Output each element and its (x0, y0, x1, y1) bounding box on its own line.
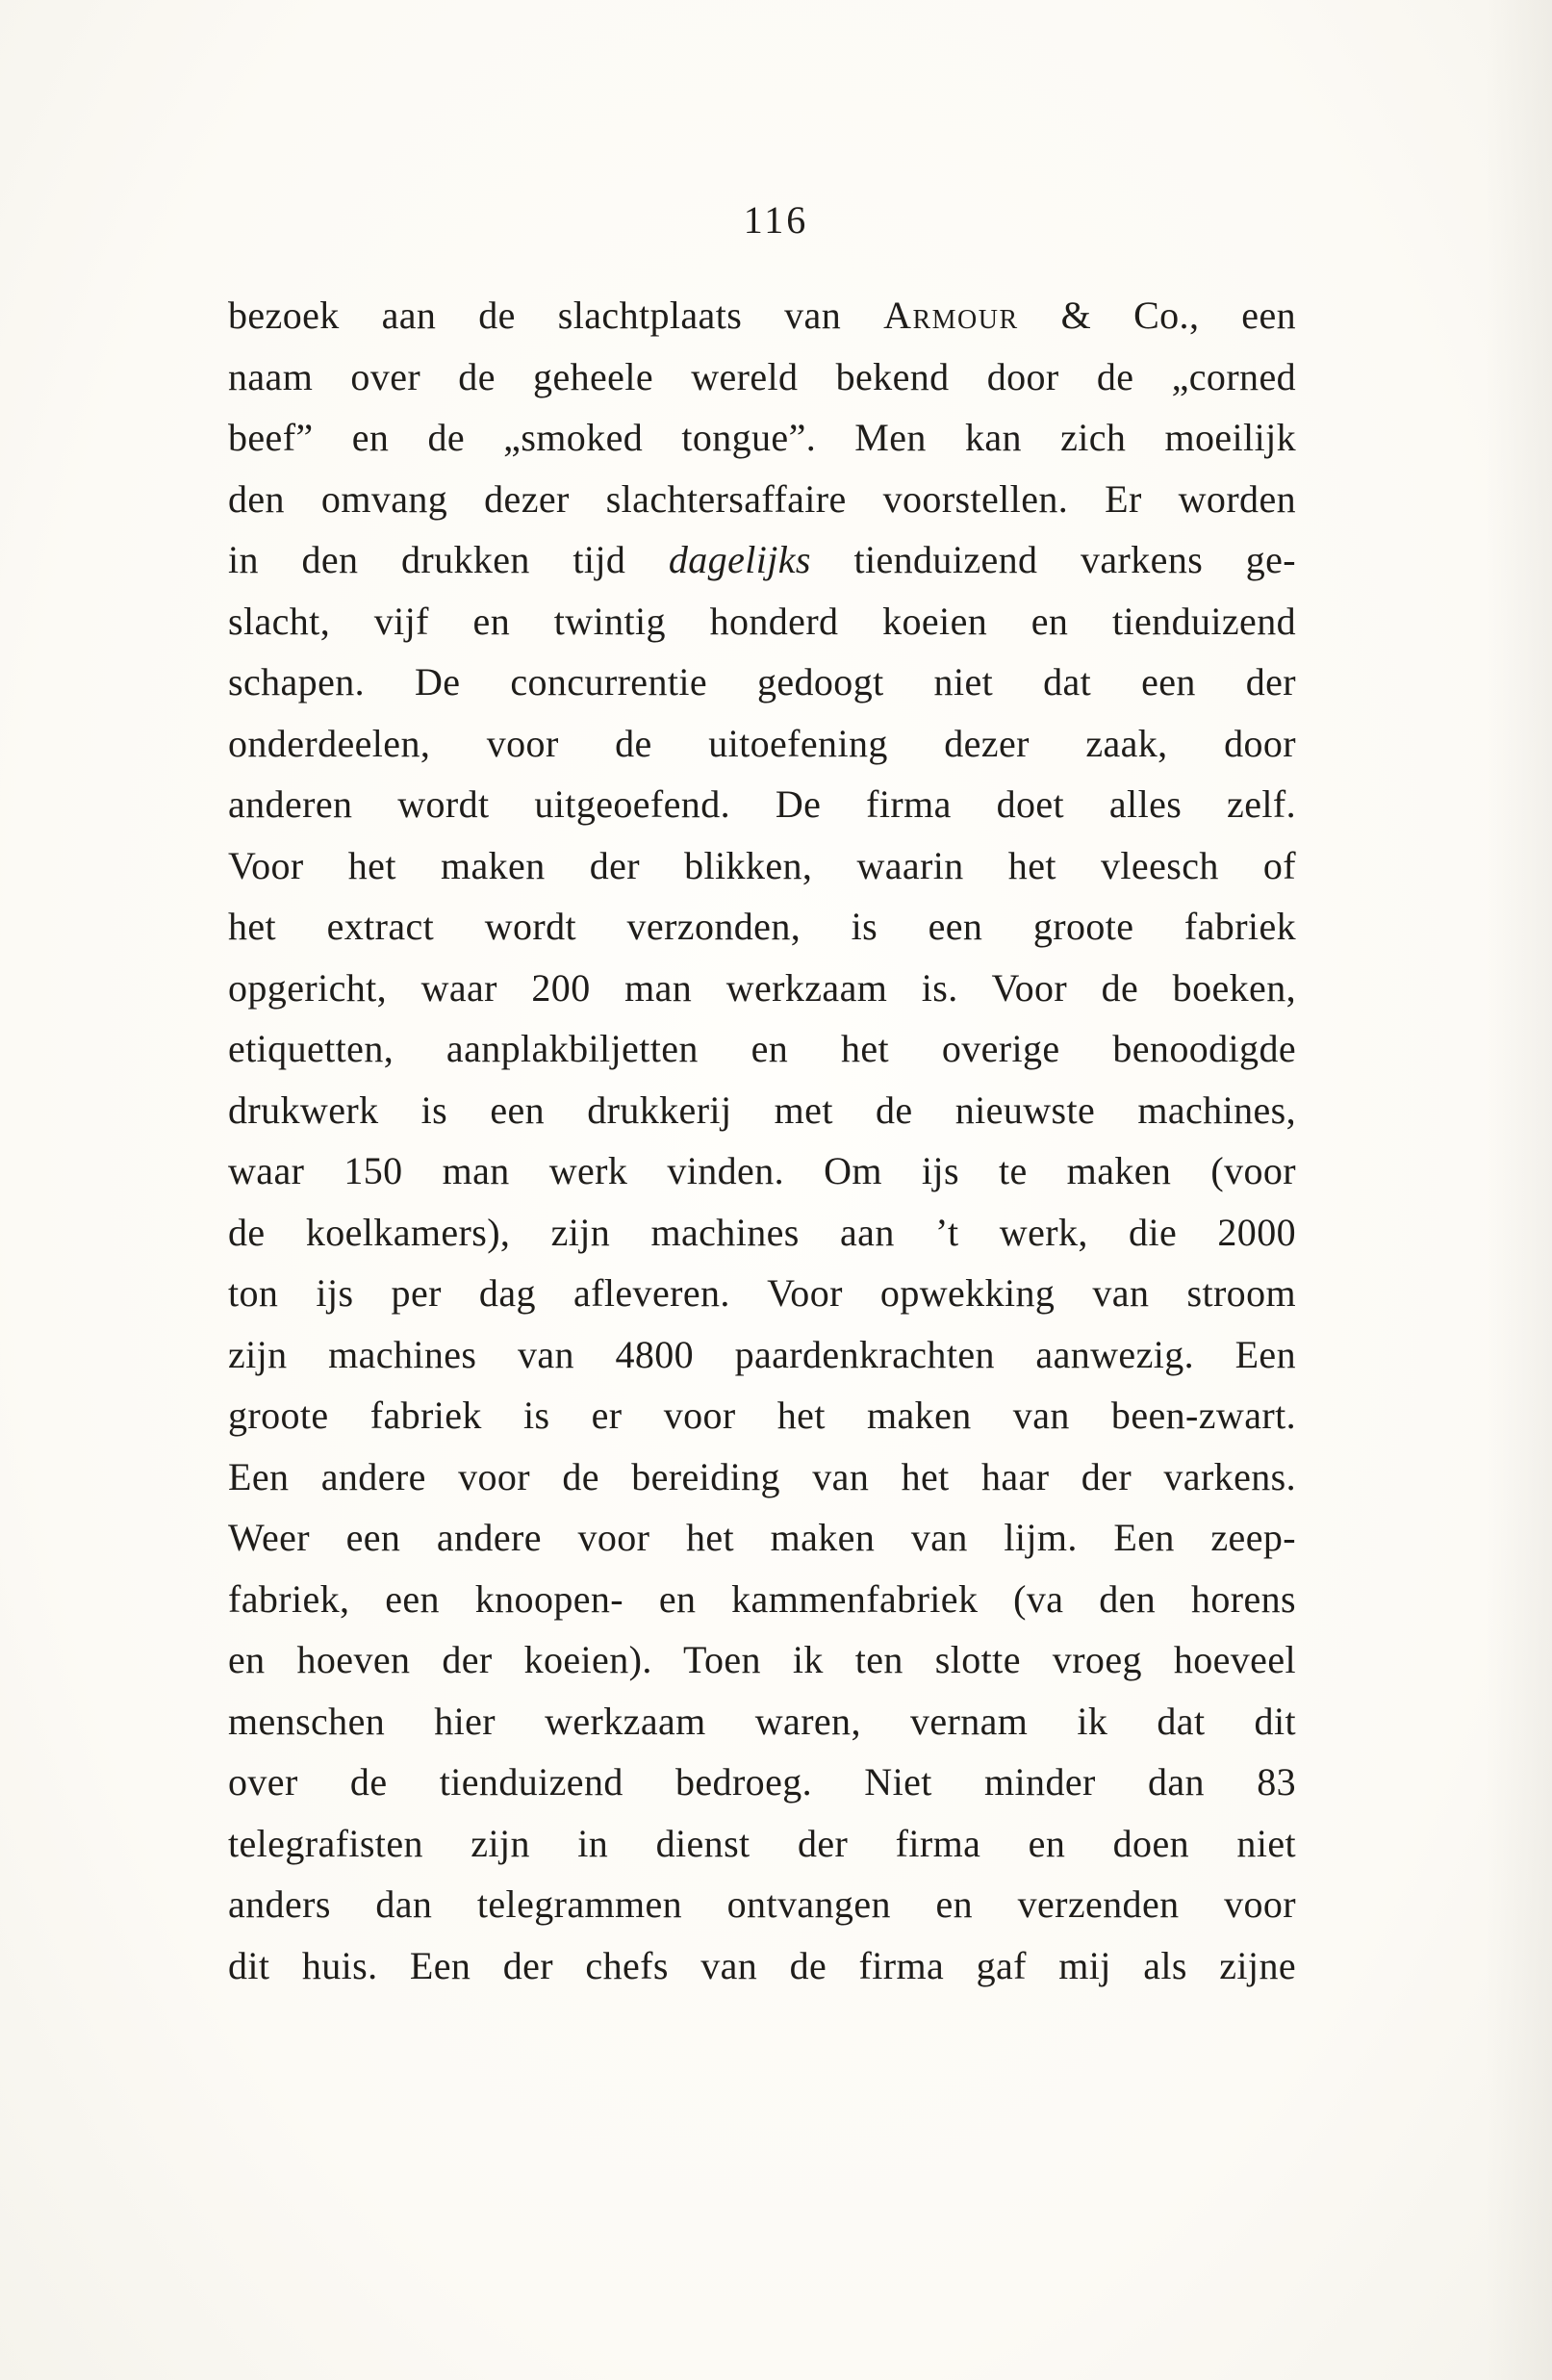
page-gutter-shadow (1485, 0, 1552, 2380)
text-segment: Een andere voor de bereiding van het haar der varkens. (228, 1454, 1296, 1498)
text-line (228, 1935, 1296, 1997)
text-block (228, 285, 1296, 1996)
text-segment: bezoek aan de slachtplaats van (228, 294, 884, 337)
text-line (228, 1752, 1296, 1813)
text-line (228, 1691, 1296, 1753)
text-segment: het extract wordt verzonden, is een groote fabriek (228, 905, 1296, 948)
text-segment: over de tienduizend bedroeg. Niet minder dan 83 (228, 1760, 1296, 1804)
text-line (228, 1507, 1296, 1569)
text-segment: etiquetten, aanplakbiljetten en het overige benoodigde (228, 1027, 1296, 1070)
text-segment: menschen hier werkzaam waren, vernam ik dat dit (228, 1699, 1296, 1743)
text-line (228, 1018, 1296, 1080)
text-line (228, 713, 1296, 775)
text-line (228, 529, 1296, 591)
text-segment: dit huis. Een der chefs van de firma gaf mij als zijne (228, 1943, 1296, 1987)
text-line (228, 1629, 1296, 1691)
text-line (228, 1813, 1296, 1875)
text-segment: drukwerk is een drukkerij met de nieuwste machines, (228, 1088, 1296, 1132)
italic-text: dagelijks (668, 538, 811, 581)
page-number: 116 (743, 198, 809, 242)
text-line (228, 1446, 1296, 1508)
text-segment: schapen. De concurrentie gedoogt niet dat een der (228, 660, 1296, 704)
text-segment: den omvang dezer slachtersaffaire voorstellen. Er worden (228, 476, 1296, 521)
text-segment: fabriek, een knoopen- en kammenfabriek (va den horens (228, 1576, 1296, 1621)
text-segment: telegrafisten zijn in dienst der firma en doen niet (228, 1821, 1296, 1865)
text-segment: anders dan telegrammen ontvangen en verzenden voor (228, 1882, 1296, 1926)
text-segment: beef” en de „smoked tongue”. Men kan zich moeilijk (228, 416, 1296, 459)
text-line (228, 407, 1296, 469)
smallcaps-text: Armour (883, 294, 1019, 337)
text-line (228, 958, 1296, 1019)
text-segment: tienduizend varkens ge- (810, 538, 1297, 581)
text-line (228, 774, 1296, 835)
text-segment: opgericht, waar 200 man werkzaam is. Voor de boeken, (228, 965, 1296, 1010)
text-segment: Weer een andere voor het maken van lijm. Een zeep- (228, 1516, 1296, 1559)
text-line (228, 835, 1296, 897)
text-segment: en hoeven der koeien). Toen ik ten slotte vroeg hoeveel (228, 1638, 1296, 1681)
text-line (228, 1385, 1296, 1446)
text-segment: ton ijs per dag afleveren. Voor opwekking van stroom (228, 1271, 1296, 1315)
text-segment: in den drukken tijd (228, 538, 669, 581)
text-segment: waar 150 man werk vinden. Om ijs te maken (voor (228, 1149, 1296, 1192)
text-line (228, 346, 1296, 408)
text-segment: groote fabriek is er voor het maken van been-zwart. (228, 1394, 1296, 1437)
text-line (228, 1324, 1296, 1386)
text-segment: anderen wordt uitgeoefend. De firma doet alles zelf. (228, 782, 1296, 826)
text-line (228, 591, 1296, 653)
text-line (228, 652, 1296, 713)
text-line (228, 1874, 1296, 1935)
text-segment: onderdeelen, voor de uitoefening dezer zaak, door (228, 721, 1296, 765)
text-segment: naam over de geheele wereld bekend door de „corned (228, 354, 1296, 398)
text-segment: de koelkamers), zijn machines aan ’t werk, die 2000 (228, 1210, 1296, 1254)
text-line (228, 469, 1296, 530)
text-line (228, 1263, 1296, 1324)
text-line (228, 896, 1296, 958)
text-line (228, 1202, 1296, 1264)
text-segment: slacht, vijf en twintig honderd koeien en tienduizend (228, 599, 1296, 643)
text-segment: & Co., een (1018, 294, 1297, 337)
text-line (228, 1569, 1296, 1630)
text-line (228, 1080, 1296, 1141)
text-segment: zijn machines van 4800 paardenkrachten aanwezig. Een (228, 1332, 1296, 1376)
text-line (228, 1140, 1296, 1202)
text-segment: Voor het maken der blikken, waarin het vleesch of (228, 843, 1296, 887)
text-line (228, 285, 1296, 346)
